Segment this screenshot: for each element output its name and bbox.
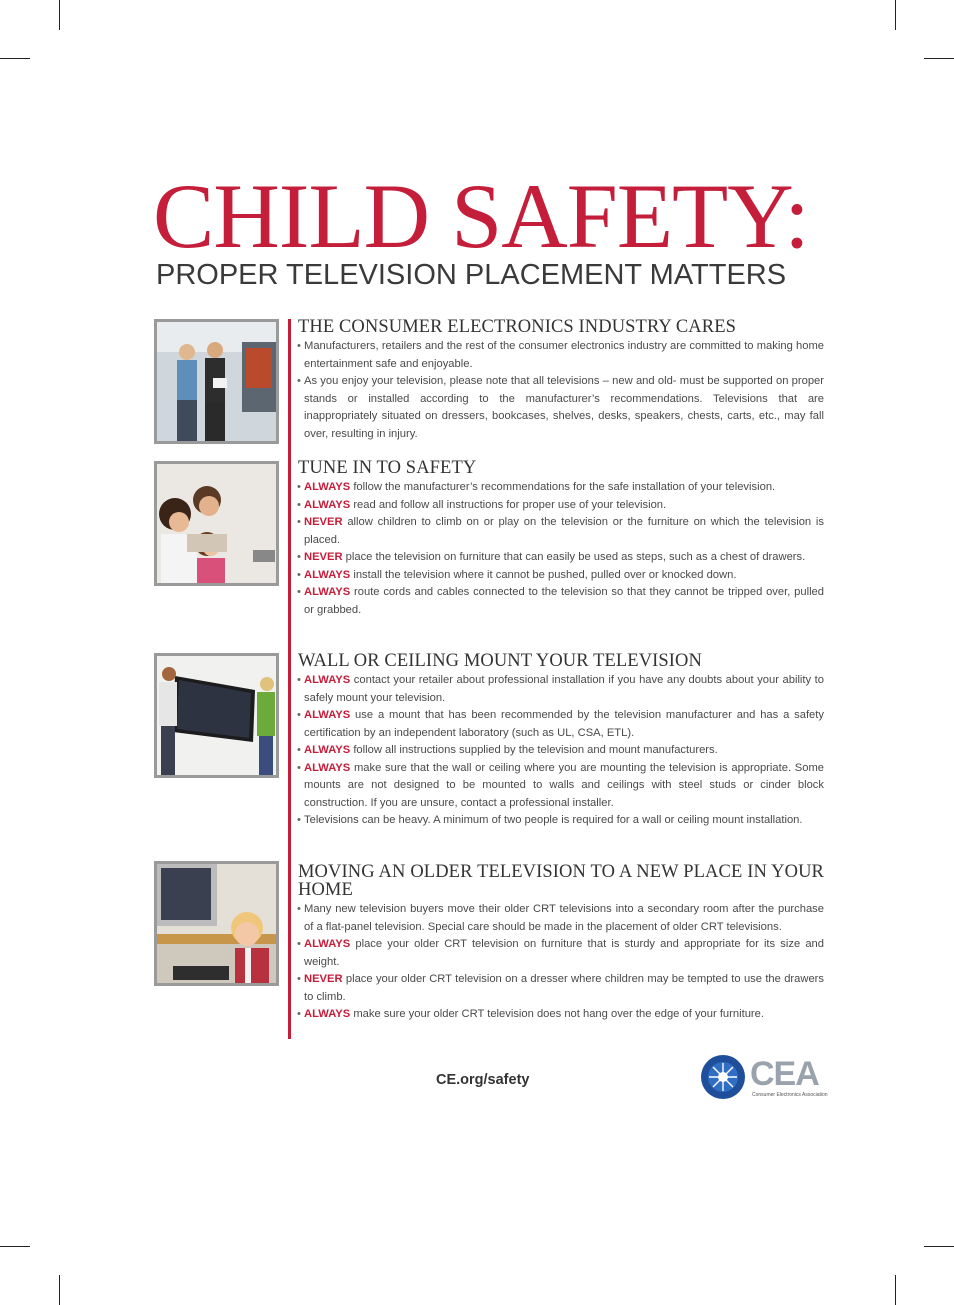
list-item-text: allow children to climb on or play on the television or the furniture on which the television is placed.: [304, 516, 824, 546]
list-item-text: contact your retailer about professional installation if you have any doubts about your ability to safely mount your television.: [304, 674, 824, 704]
list-item-text: As you enjoy your television, please note that all televisions – new and old- must be supported on proper stands or installed according to the manufacturer’s recommendations. Televisions that are inappropriately situated on dressers, bookcases, shelves, desks, speakers, chests, carts, etc., may fall over, resulting in injury.: [304, 375, 824, 440]
crop-mark: [924, 1246, 954, 1247]
crop-mark: [924, 58, 954, 59]
list-item: [298, 584, 824, 619]
list-item: [298, 373, 824, 443]
cea-logo-text: CEA: [750, 1055, 819, 1093]
list-item: [298, 479, 824, 497]
safety-url-link[interactable]: CE.org/safety: [436, 1072, 530, 1088]
list-item-text: use a mount that has been recommended by the television manufacturer and has a safety certification by an independent laboratory (such as UL, CSA, ETL).: [304, 709, 824, 739]
keyword-always: ALWAYS: [304, 674, 351, 686]
list-item: [298, 567, 824, 585]
family-watching-tv-photo: [154, 461, 279, 586]
list-item-text: follow the manufacturer’s recommendations for the safe installation of your television.: [350, 481, 776, 493]
keyword-always: ALWAYS: [304, 586, 351, 598]
child-with-crt-tv-photo: [154, 861, 279, 986]
cea-globe-icon: [700, 1054, 746, 1100]
list-item: [298, 936, 824, 971]
list-item-text: follow all instructions supplied by the television and mount manufacturers.: [350, 744, 718, 756]
bullet-list: [298, 901, 824, 1024]
list-item: [298, 707, 824, 742]
section-tune-in-to-safety: [298, 459, 824, 619]
keyword-always: ALWAYS: [304, 568, 351, 581]
section-heading: MOVING AN OLDER TELEVISION TO A NEW PLACE IN YOUR HOME: [298, 862, 824, 900]
page-subtitle: PROPER TELEVISION PLACEMENT MATTERS: [156, 259, 787, 291]
list-item: [298, 672, 824, 707]
crop-mark: [59, 1275, 60, 1305]
retail-store-photo: [154, 319, 279, 444]
list-item: [298, 514, 824, 549]
keyword-always: ALWAYS: [304, 761, 351, 774]
crop-mark: [59, 0, 60, 30]
bullet-list: [298, 672, 824, 830]
section-industry-cares: [298, 318, 824, 443]
list-item: [298, 742, 824, 760]
keyword-never: NEVER: [304, 516, 343, 528]
list-item: [298, 901, 824, 936]
bullet-list: [298, 338, 824, 443]
section-wall-ceiling-mount: [298, 652, 824, 830]
keyword-never: NEVER: [304, 973, 343, 985]
list-item: [298, 1006, 824, 1024]
list-item-text: read and follow all instructions for proper use of your television.: [350, 498, 667, 511]
list-item: [298, 549, 824, 567]
keyword-always: ALWAYS: [304, 744, 351, 756]
cea-logo: [700, 1054, 826, 1102]
crop-mark: [0, 58, 30, 59]
list-item-text: install the television where it cannot be pushed, pulled over or knocked down.: [350, 568, 737, 581]
wall-mount-installation-photo: [154, 653, 279, 778]
crop-mark: [895, 1275, 896, 1305]
list-item: [298, 497, 824, 515]
list-item: [298, 338, 824, 373]
list-item: [298, 760, 824, 813]
list-item: [298, 971, 824, 1006]
keyword-always: ALWAYS: [304, 481, 351, 493]
list-item-text: make sure that the wall or ceiling where you are mounting the television is appropriate. Some mounts are not designed to be mounted to walls and ceilings with steel studs or cinder block construction. If you are unsure, contact a professional installer.: [304, 761, 824, 809]
list-item-text: make sure your older CRT television does not hang over the edge of your furniture.: [350, 1008, 764, 1020]
section-moving-older-tv: [298, 863, 824, 1024]
crop-mark: [895, 0, 896, 30]
list-item-text: Televisions can be heavy. A minimum of two people is required for a wall or ceiling mount installation.: [304, 814, 803, 826]
list-item: [298, 812, 824, 830]
keyword-always: ALWAYS: [304, 938, 351, 950]
bullet-list: [298, 479, 824, 619]
list-item-text: Manufacturers, retailers and the rest of the consumer electronics industry are committed to making home entertainment safe and enjoyable.: [304, 340, 824, 370]
crop-mark: [0, 1246, 30, 1247]
cea-logo-subtext: Consumer Electronics Association: [752, 1092, 828, 1098]
keyword-always: ALWAYS: [304, 709, 351, 721]
keyword-always: ALWAYS: [304, 498, 351, 511]
list-item-text: place your older CRT television on a dresser where children may be tempted to use the drawers to climb.: [304, 973, 824, 1003]
section-heading: WALL OR CEILING MOUNT YOUR TELEVISION: [298, 651, 702, 671]
list-item-text: Many new television buyers move their older CRT televisions into a secondary room after the purchase of a flat-panel television. Special care should be made in the placement of older CRT televisions.: [304, 903, 824, 933]
keyword-never: NEVER: [304, 551, 343, 563]
section-heading: TUNE IN TO SAFETY: [298, 458, 477, 478]
keyword-always: ALWAYS: [304, 1008, 351, 1020]
list-item-text: place the television on furniture that can easily be used as steps, such as a chest of drawers.: [342, 551, 806, 563]
page-title: CHILD SAFETY:: [153, 165, 809, 267]
list-item-text: route cords and cables connected to the television so that they cannot be tripped over, pulled or grabbed.: [304, 586, 824, 616]
section-heading: THE CONSUMER ELECTRONICS INDUSTRY CARES: [298, 317, 736, 337]
accent-rule: [288, 319, 291, 1039]
list-item-text: place your older CRT television on furniture that is sturdy and appropriate for its size and weight.: [304, 938, 824, 968]
